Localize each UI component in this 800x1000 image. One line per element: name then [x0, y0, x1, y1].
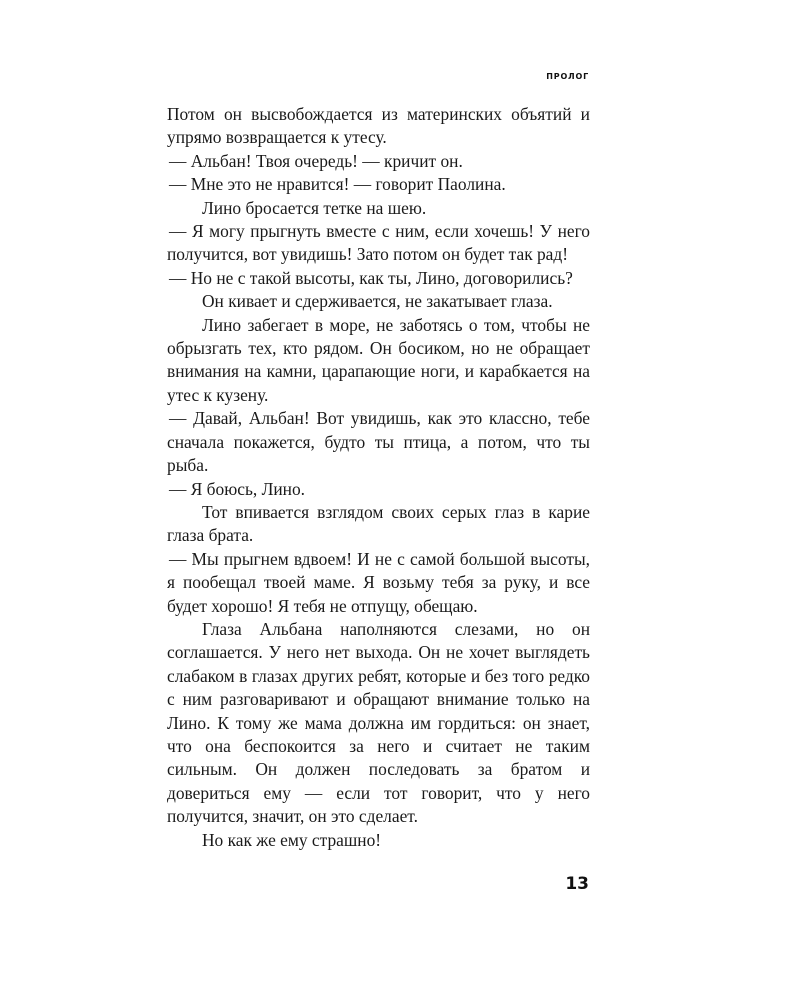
- paragraph-8: Лино забегает в море, не заботясь о том, чтобы не обрызгать тех, кто рядом. Он босиком, но не обращает внимания на камни, царапающие ноги, и карабкается на утес к кузену.: [167, 314, 590, 405]
- page-number: 13: [565, 874, 589, 894]
- paragraph-6: — Но не с такой высоты, как ты, Лино, договорились?: [169, 267, 573, 288]
- paragraph-4: Лино бросается тетке на шею.: [202, 197, 427, 218]
- paragraph-14: Но как же ему страшно!: [202, 829, 382, 850]
- paragraph-1: Потом он высвобождается из материнских объятий и упрямо возвращается к утесу.: [167, 104, 590, 148]
- paragraph-3: — Мне это не нравится! — говорит Паолина.: [169, 174, 506, 195]
- body-text: [167, 103, 590, 852]
- paragraph-5: — Я могу прыгнуть вместе с ним, если хочешь! У него получится, вот увидишь! Зато потом он будет так рад!: [167, 221, 590, 265]
- paragraph-7: Он кивает и сдерживается, не закатывает глаза.: [202, 291, 553, 312]
- paragraph-11: Тот впивается взглядом своих серых глаз в карие глаза брата.: [167, 501, 590, 546]
- paragraph-12: — Мы прыгнем вдвоем! И не с самой большой высоты, я пообещал твоей маме. Я возьму тебя за руку, и все будет хорошо! Я тебя не отпущу, обещаю.: [167, 548, 590, 616]
- paragraph-9: — Давай, Альбан! Вот увидишь, как это классно, тебе сначала покажется, будто ты птица, а потом, что ты рыба.: [167, 408, 590, 476]
- running-head-title: пролог: [546, 69, 589, 82]
- paragraph-13: Глаза Альбана наполняются слезами, но он соглашается. У него нет выхода. Он не хочет выглядеть слабаком в глазах других ребят, которые и без того редко с ним разговаривают и обращают внимание только на Лино. К тому же мама должна им гордиться: он знает, что она беспокоится за него и считает не таким сильным. Он должен последовать за братом и довериться ему — если тот говорит, что у него получится, значит, он это сделает.: [167, 618, 590, 827]
- paragraph-10: — Я боюсь, Лино.: [169, 478, 306, 499]
- paragraph-2: — Альбан! Твоя очередь! — кричит он.: [169, 150, 463, 171]
